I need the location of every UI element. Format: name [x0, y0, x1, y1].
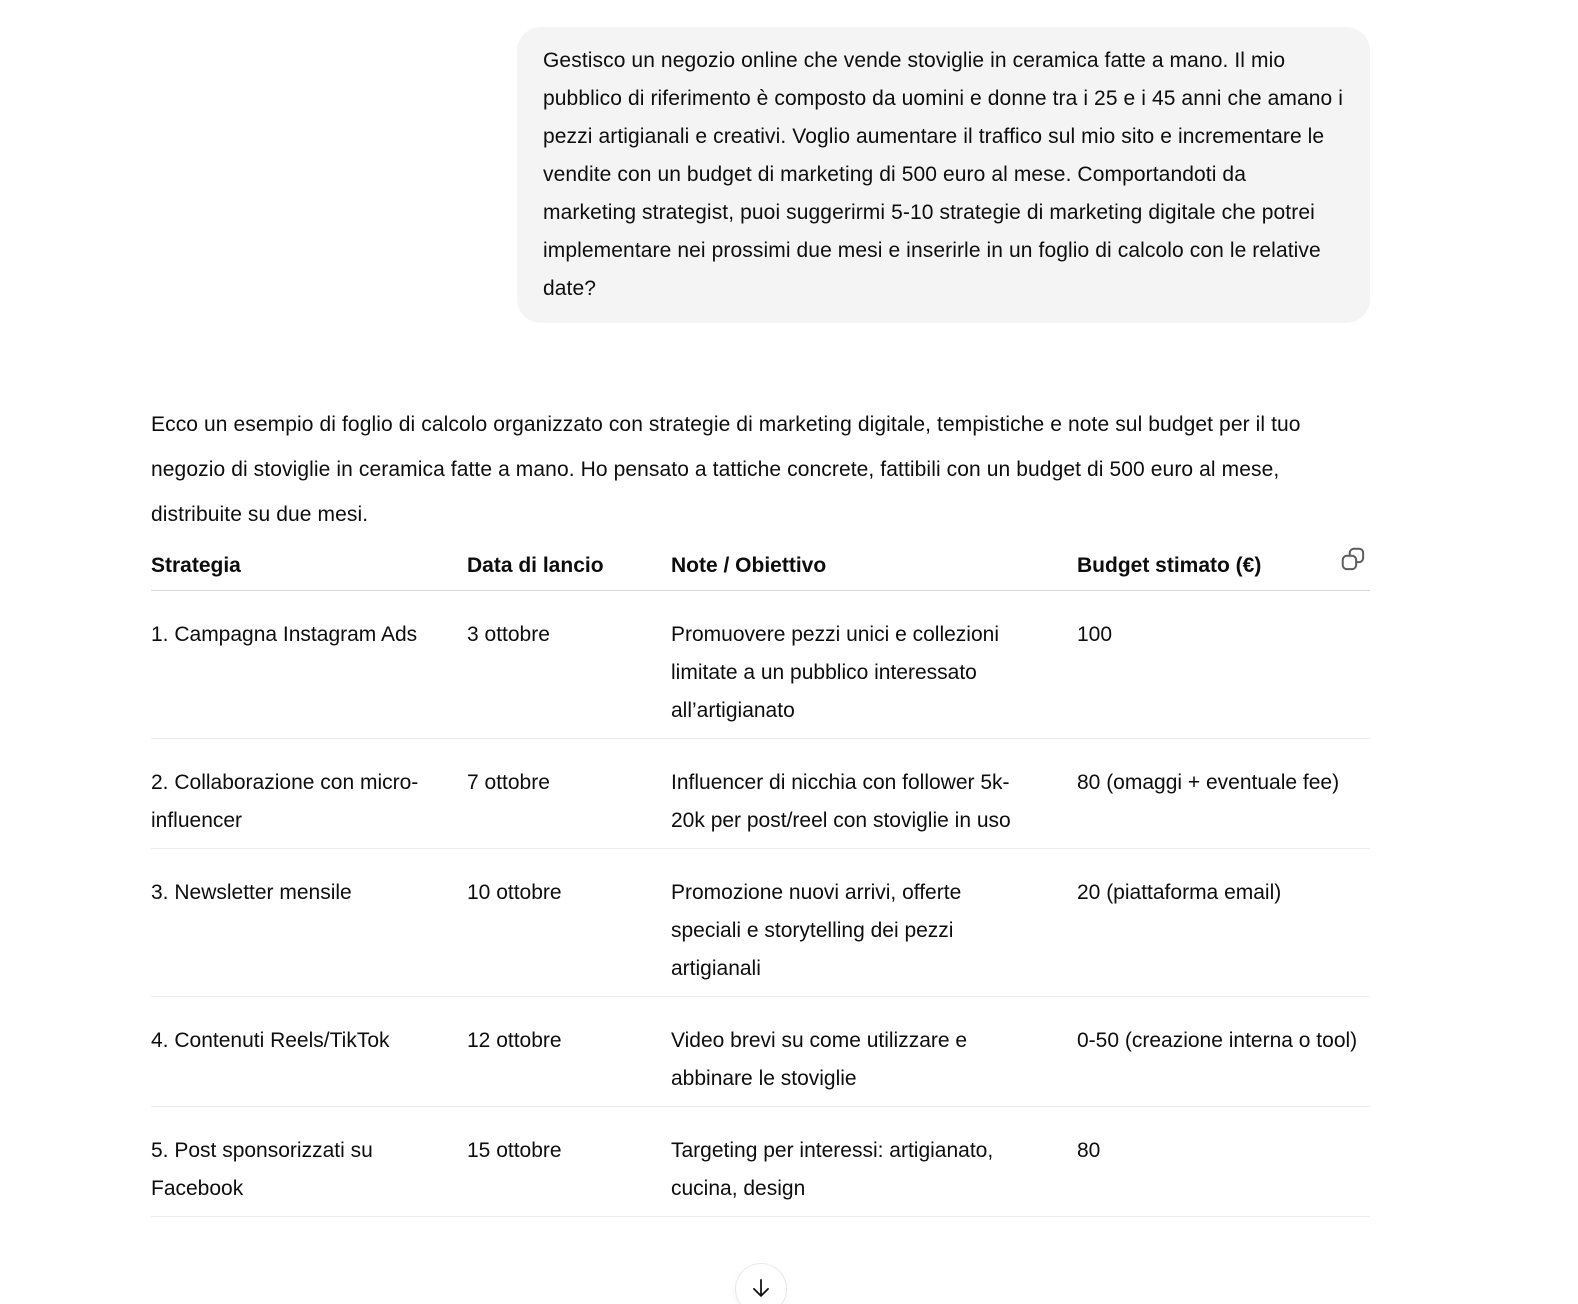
cell-launch-date: 15 ottobre: [467, 1139, 562, 1162]
table-row: [151, 591, 1370, 739]
table-row: [151, 1107, 1370, 1217]
strategy-table: [151, 547, 1370, 1217]
copy-table-button[interactable]: [1336, 543, 1370, 577]
cell-launch-date: 3 ottobre: [467, 623, 550, 646]
cell-strategy: 5. Post sponsorizzati su Facebook: [151, 1139, 373, 1200]
column-header-note-obiettivo: Note / Obiettivo: [671, 554, 827, 577]
table-row: [151, 997, 1370, 1107]
cell-strategy: 2. Collaborazione con micro-influencer: [151, 771, 419, 832]
cell-budget: 80: [1077, 1139, 1101, 1162]
column-header-data-di-lancio: Data di lancio: [467, 554, 604, 577]
table-row: [151, 849, 1370, 997]
user-message-bubble: [517, 27, 1370, 323]
assistant-intro-paragraph: Ecco un esempio di foglio di calcolo organizzato con strategie di marketing digitale, tempistiche e note sul budget per il tuo negozio di stoviglie in ceramica fatte a mano. Ho pensato a tattiche concrete, fattibili con un budget di 500 euro al mese, distribuite su due mesi.: [151, 413, 1301, 526]
cell-budget: 80 (omaggi + eventuale fee): [1077, 771, 1340, 794]
cell-strategy: 3. Newsletter mensile: [151, 881, 352, 904]
cell-budget: 20 (piattaforma email): [1077, 881, 1282, 904]
cell-launch-date: 12 ottobre: [467, 1029, 562, 1052]
cell-notes: Targeting per interessi: artigianato, cucina, design: [671, 1139, 994, 1200]
cell-notes: Influencer di nicchia con follower 5k-20k per post/reel con stoviglie in uso: [671, 771, 1011, 832]
chat-column: [151, 27, 1370, 1304]
table-header-row: [151, 547, 1370, 591]
scroll-to-bottom-button[interactable]: [735, 1263, 787, 1304]
cell-strategy: 1. Campagna Instagram Ads: [151, 623, 418, 646]
cell-strategy: 4. Contenuti Reels/TikTok: [151, 1029, 390, 1052]
table-row: [151, 739, 1370, 849]
copy-icon: [1339, 545, 1367, 576]
arrow-down-icon: [748, 1275, 774, 1304]
cell-notes: Video brevi su come utilizzare e abbinare le stoviglie: [671, 1029, 968, 1090]
cell-notes: Promuovere pezzi unici e collezioni limitate a un pubblico interessato all’artigianato: [671, 623, 999, 722]
cell-budget: 100: [1077, 623, 1113, 646]
user-message-text: Gestisco un negozio online che vende stoviglie in ceramica fatte a mano. Il mio pubblico di riferimento è composto da uomini e donne tra i 25 e i 45 anni che amano i pezzi artigianali e creativi. Voglio aumentare il traffico sul mio sito e incrementare le vendite con un budget di marketing di 500 euro al mese. Comportandoti da marketing strategist, puoi suggerirmi 5-10 strategie di marketing digitale che potrei implementare nei prossimi due mesi e inserirle in un foglio di calcolo con le relative date?: [543, 49, 1343, 300]
cell-budget: 0-50 (creazione interna o tool): [1077, 1029, 1358, 1052]
column-header-budget-stimato: Budget stimato (€): [1077, 554, 1262, 577]
cell-launch-date: 7 ottobre: [467, 771, 550, 794]
column-header-strategia: Strategia: [151, 554, 241, 577]
cell-launch-date: 10 ottobre: [467, 881, 562, 904]
cell-notes: Promozione nuovi arrivi, offerte speciali e storytelling dei pezzi artigianali: [671, 881, 962, 980]
